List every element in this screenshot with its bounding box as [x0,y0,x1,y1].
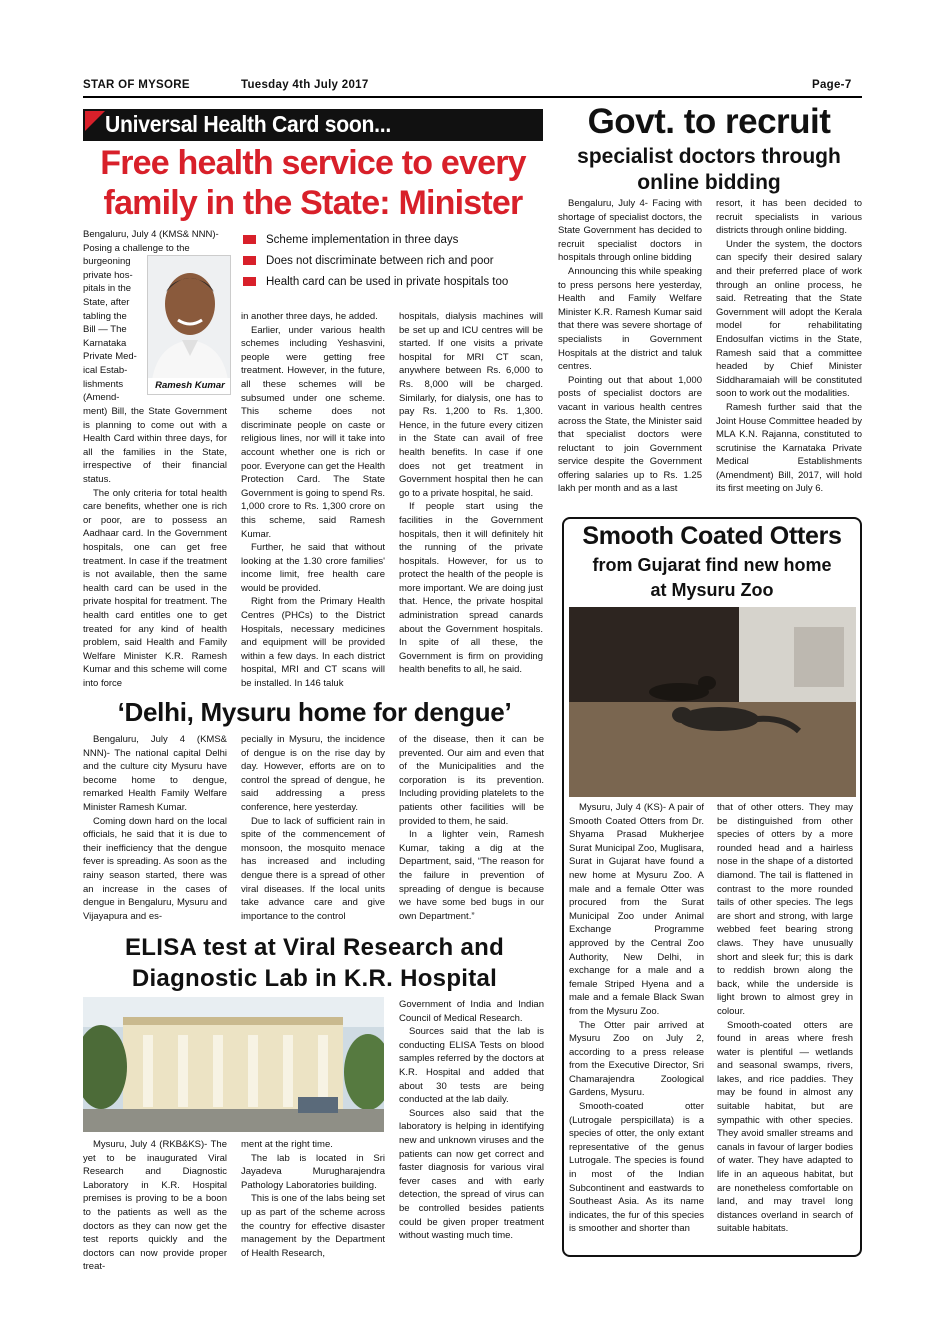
article2-headline-1: Govt. to recruit [587,102,831,141]
highlight-item: Scheme implementation in three days [243,229,535,250]
article2-col1: Bengaluru, July 4- Facing with shortage of specialist doctors, the State Government has decided to recruit specialist doctors in hospitals through online bidding Announcing this while speaking to press persons here yesterday, Health and Family Welfare Minister K.R. Ramesh Kumar said that there was severe shortage of specialists in Government Hospitals at the district and taluk centres. Pointing out that about 1,000 posts of specialist doctors are vacant in various health centres across the State, the Minister said that specialist doctors were reluctant to join Government service despite the Government offering salaries up to Rs. 1.25 lakh per month and as a last [558,198,702,495]
highlights-box [243,229,535,292]
headline-line-1: Free health service to every [100,144,526,182]
hospital-image [83,997,384,1132]
minister-photo [147,255,231,395]
article5-headline-3: at Mysuru Zoo [650,580,774,600]
article3-headline: ‘Delhi, Mysuru home for dengue’ [117,697,512,727]
kicker-text: Universal Health Card soon... [105,111,391,137]
article2-headline-2: specialist doctors through [577,145,841,168]
highlight-item: Health card can be used in private hospitals too [243,271,535,292]
hospital-photo [83,997,384,1132]
article1-col3: hospitals, dialysis machines will be set up and ICU centres will be started. If one visits a private hospital for MRI CT scan, anywhere between Rs. 6,000 to Rs. 8,000 will be charged. Similarly, for dialysis, one has to pay Rs. 1,200 to Rs. 1,300. Hence, in the future every citizen in the State can avail of free health benefits. In case if one does not get treatment in Government hospital then he can go to a private hospital, he said. If people start using the facilities in the Government hospitals, then it will definitely hit the running of the private hospitals. However, for us to protect the health of the people is more important. We are doing just that. Hence, the private hospital administration spread canards about the Government hospitals. In spite of all these, the Government is firm on providing health benefits to all, he said. [399,311,543,676]
otters-image [569,607,856,797]
header-rule [83,96,862,98]
article4-col2: ment at the right time. The lab is located in Sri Jayadeva Murugharajendra Pathology Laboratories building. This is one of the labs being set up as part of the scheme across the country for effective disaster management by the Department of Health Research, [241,1139,385,1259]
headline-line-2: family in the State: Minister [103,184,523,222]
kicker-bar [83,109,543,141]
article5-col1: Mysuru, July 4 (KS)- A pair of Smooth Coated Otters from Dr. Shyama Prasad Mukherjee Surat Municipal Zoo, Muglisara, Surat in Gujarat have found a new home at Mysuru Zoo. A male and a female Otter was procured from the Surat Municipal Zoo under Animal Exchange Programme approved by the Central Zoo Authority, New Delhi, in exchange for a male and a female Striped Hyena and a male and a female Black Swan from the Mysuru Zoo. The Otter pair arrived at Mysuru Zoo on July 2, according to a press release from the Executive Director, Sri Chamarajendra Zoological Gardens, Mysuru. Smooth-coated otter (Lutrogale perspicillata) is a species of otter, the only extant representative of the genus Lutrogale. The species is found in most of the Indian Subcontinent and eastwards to Southeast Asia. As its name indicates, the fur of this species is smoother and shorter than [569,802,704,1235]
article4-col3: Government of India and Indian Council of Medical Research. Sources said that the lab is conducting ELISA Tests on blood samples referred by the doctors at K.R. Hospital and added that about 30 tests are being conducted at the lab daily. Sources also said that the laboratory is helping in identifying new and unknown viruses and the patients can now get correct and faster diagnosis for various viral fever cases and with early detection, the spread of virus can be controlled besides patients could be given proper treatment without wasting much time. [399,999,544,1242]
page-number: Page-7 [812,79,852,91]
article3-col2: pecially in Mysuru, the incidence of dengue is on the rise day by day. However, efforts are on to control the spread of dengue, he said addressing a press conference, here yesterday. Due to lack of sufficient rain in spite of the commencement of monsoon, the mosquito menace has increased and including dengue there is a spread of other viral diseases. If the local units take advance care and give importance to the control [241,734,385,922]
article1-col1: ment) Bill, the State Government is planning to come out with a Health Card within three days, for all the families in the State, irrespective of their financial status. The only criteria for total health care benefits, whether one is rich or poor, are to possess an Aadhaar card. In the Government hospitals, one can get free treatment. In case if the treatment is not available, then the same health card can be used in the private hospital for treatment. The health card entitles one to get treated for any kind of health problem, said Health and Family Welfare Minister K.R. Ramesh Kumar and this scheme will come into force [83,406,227,689]
portrait-image [148,256,231,380]
bullet-square-icon [243,256,256,265]
bullet-square-icon [243,235,256,244]
article5-headline-1: Smooth Coated Otters [582,522,842,550]
article4-col1: Mysuru, July 4 (RKB&KS)- The yet to be inaugurated Viral Research and Diagnostic Laboratory in K.R. Hospital premises is proving to be a boon to the patients as well as the doctors as they can now get the test reports quickly and the doctors can now provide proper treat- [83,1139,227,1273]
masthead: STAR OF MYSORE [83,79,190,91]
highlight-item: Does not discriminate between rich and poor [243,250,535,271]
article3-col3: of the disease, then it can be prevented. Our aim and even that of the Municipalities and the corporation is its prevention. Including providing platelets to the patients other facilities will be provided to them, he said. In a lighter vein, Ramesh Kumar, taking a dig at the Department, said, “The reason for the failure in prevention of spreading of dengue is because we have some bed bugs in our own Department.” [399,734,544,922]
article1-wrap-text: Bengaluru, July 4 (KMS& NNN)- Posing a challenge to the burgeoning private hos- pitals in the State, after tabling the Bill — The Karnataka Private Med- ical Estab- lishments (Amend- [83,229,219,404]
photo-caption: Ramesh Kumar [148,378,231,394]
article5-col2: that of other otters. They may be distinguished from other species of otters by a more rounded head and a hairless nose in the shape of a distorted diamond. The tail is flattened in contrast to the more rounded tails of other species. The legs are short and strong, with large webbed feet bearing strong claws. They have unusually short and sleek fur; this is dark to reddish brown along the back, while the underside is light brown to almost grey in colour. Smooth-coated otters are found in areas where fresh water is plentiful — wetlands and seasonal swamps, rivers, lakes, and rice paddies. They may be found in almost any suitable habitat, but are sympathic with other species. They avoid smaller streams and canals in favour of larger bodies of water. They have adapted to life in an aqueous habitat, but are nonetheless comfortable on land, and may travel long distances overland in search of suitable habitats. [717,802,853,1235]
issue-date: Tuesday 4th July 2017 [241,79,369,91]
otters-photo [569,607,856,797]
article4-headline-2: Diagnostic Lab in K.R. Hospital [131,965,498,992]
article1-col2: in another three days, he added. Earlier, under various health schemes including Yeshasvini, people were getting free treatment. However, in the future, all these schemes will be subsumed under one scheme. This scheme does not discriminate people on caste or religious lines, nor will it take into account whether one is rich or poor. Everyone can get the Health Protection Card. The State Government is going to spend Rs. 1,000 crore to Rs. 1,300 crore on this scheme, said Ramesh Kumar. Further, he said that without looking at the 1.30 crore families' income limit, free health care would be provided. Right from the Primary Health Centres (PHCs) to the District Hospitals, necessary medicines and equipment will be provided within a few days. In each district hospital, MRI and CT scans will be installed. In 146 taluk [241,311,385,690]
article5-headline-2: from Gujarat find new home [592,555,832,575]
article3-col1: Bengaluru, July 4 (KMS& NNN)- The national capital Delhi and the culture city Mysuru have become home to dengue, remarked Health Family Welfare Minister Ramesh Kumar. Coming down hard on the local officials, he said that it is due to their inefficiency that the dengue fever is spreading. As soon as the rainy season started, there was an increase in the cases of dengue in Bengaluru, Mysuru and Vijayapura and es- [83,734,227,922]
article2-headline-3: online bidding [637,171,781,194]
bullet-square-icon [243,277,256,286]
article2-col2: resort, it has been decided to recruit specialists in various districts through online bidding. Under the system, the doctors can specify their desired salary and their preferred place of work through an online process, he said. Retreating that the State Government will adopt the Kerala model for rehabilitating Endosulfan victims in the State, Ramesh said that a committee headed by Chief Minister Siddharamaiah will be constituted soon to work out the modalities. Ramesh further said that the Joint House Committee headed by MLA K.N. Rajanna, constituted to scrutinise the Karnataka Private Medical Establishments (Amendment) Bill, 2017, will hold its first meeting on July 6. [716,198,862,495]
article4-headline-1: ELISA test at Viral Research and [124,934,505,961]
red-corner-icon [85,111,107,133]
